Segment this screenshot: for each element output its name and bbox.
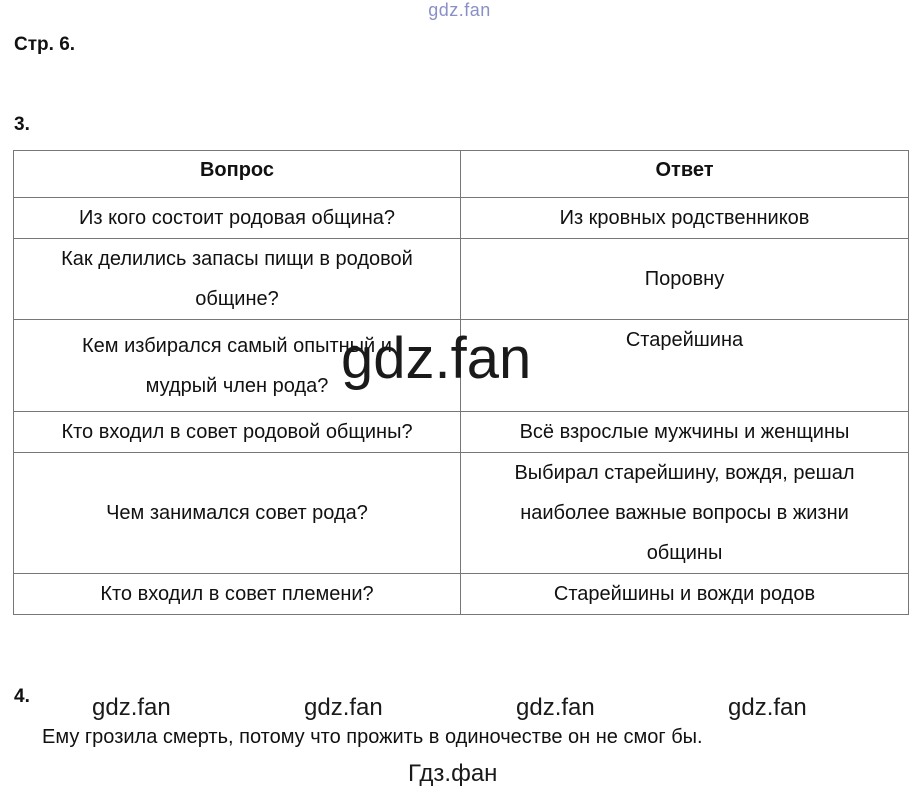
question-cell: Кто входил в совет племени? [14, 574, 461, 615]
table-row [14, 574, 909, 615]
answer-cell: Старейшины и вожди родов [461, 574, 909, 615]
table-row [14, 412, 909, 453]
answer-cell: Старейшина [461, 320, 909, 412]
table-row [14, 239, 909, 320]
question-cell: Из кого состоит родовая община? [14, 198, 461, 239]
watermark-2: gdz.fan [304, 694, 383, 721]
header-question: Вопрос [14, 151, 461, 198]
answer-cell: Выбирал старейшину, вождя, решал наиболее важные вопросы в жизни общины [461, 453, 909, 574]
watermark-top: gdz.fan [428, 0, 491, 20]
page-label: Стр. 6. [14, 34, 76, 55]
section-4-number: 4. [14, 686, 30, 707]
answer-cell: Из кровных родственников [461, 198, 909, 239]
watermark-bottom: Гдз.фан [408, 760, 498, 787]
watermark-4: gdz.fan [728, 694, 807, 721]
answer-cell: Поровну [461, 239, 909, 320]
table-row [14, 453, 909, 574]
question-cell: Кем избирался самый опытный и мудрый член рода? [14, 320, 461, 412]
watermark-3: gdz.fan [516, 694, 595, 721]
section-3-number: 3. [14, 114, 30, 135]
table-row [14, 198, 909, 239]
watermark-center: gdz.fan [341, 326, 532, 391]
question-cell: Чем занимался совет рода? [14, 453, 461, 574]
answer-cell: Всё взрослые мужчины и женщины [461, 412, 909, 453]
question-cell: Как делились запасы пищи в родовой общине? [14, 239, 461, 320]
watermark-1: gdz.fan [92, 694, 171, 721]
question-cell: Кто входил в совет родовой общины? [14, 412, 461, 453]
table-header-row [14, 151, 909, 198]
header-answer: Ответ [461, 151, 909, 198]
section-4-answer: Ему грозила смерть, потому что прожить в одиночестве он не смог бы. [42, 726, 703, 748]
